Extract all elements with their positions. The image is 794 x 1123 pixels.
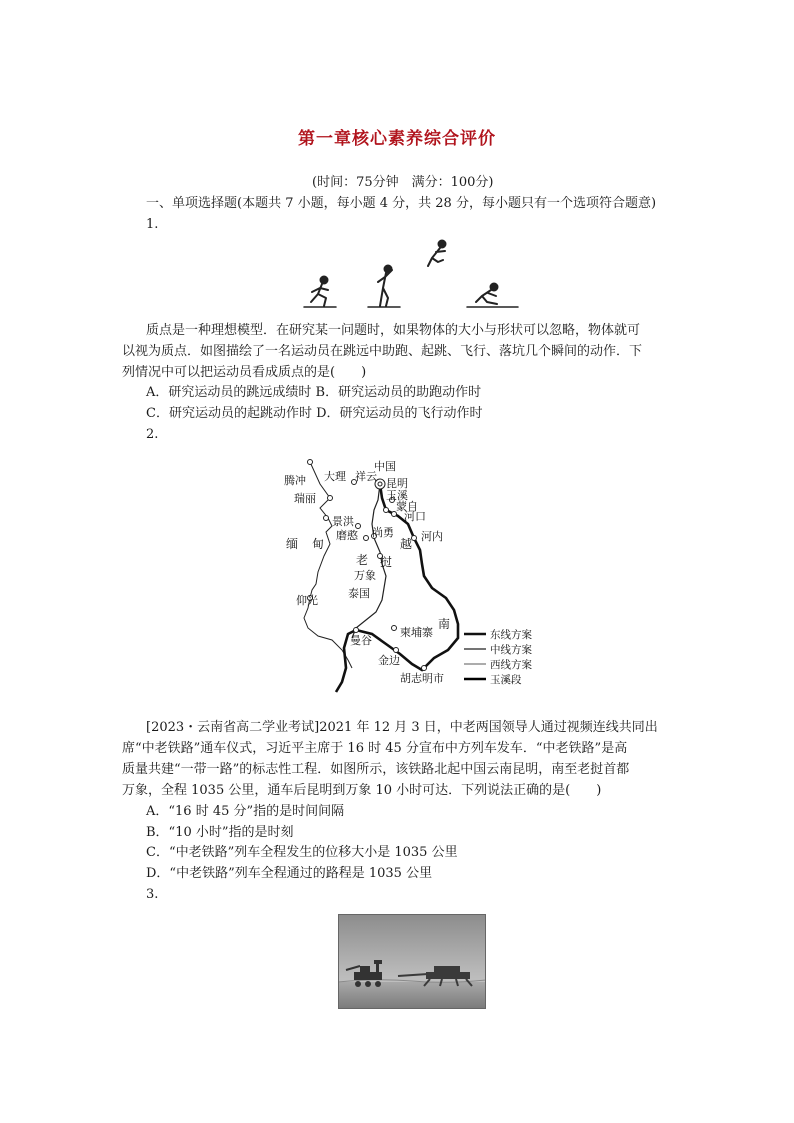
map-label-hekou: 河口	[404, 510, 426, 523]
map-label-laos-2: 挝	[380, 555, 393, 569]
map-label-bangkok: 曼谷	[350, 634, 372, 647]
long-jump-figure	[300, 236, 525, 312]
legend-west: 西线方案	[490, 659, 532, 671]
map-label-dali: 大理	[324, 470, 346, 483]
map-label-yangon: 仰光	[296, 594, 318, 607]
q1-option-ab: A．研究运动员的跳远成绩时 B．研究运动员的助跑动作时	[146, 385, 482, 400]
section-header: 一、单项选择题(本题共 7 小题，每小题 4 分，共 28 分，每小题只有一个选项符合题意)	[146, 196, 657, 211]
q2-stem-line-3: 质量共建“一带一路”的标志性工程．如图所示，该铁路北起中国云南昆明，南至老挝首都	[122, 762, 630, 777]
map-label-mohan: 磨憨	[336, 529, 358, 542]
map-label-cambodia: 柬埔寨	[400, 626, 433, 639]
q1-option-cd: C．研究运动员的起跳动作时 D．研究运动员的飞行动作时	[146, 406, 483, 421]
map-legend	[464, 628, 532, 686]
q2-stem-line-4: 万象，全程 1035 公里，通车后昆明到万象 10 小时可达．下列说法正确的是( )	[122, 783, 602, 798]
map-label-kunming: 昆明	[386, 477, 408, 490]
map-label-phnom-penh: 金边	[378, 654, 400, 667]
q2-option-d: D．“中老铁路”列车全程通过的路程是 1035 公里	[146, 866, 433, 881]
map-label-myanmar-1: 缅	[286, 537, 299, 551]
map-label-xiangyun: 祥云	[355, 470, 377, 483]
map-label-tengchong: 腾冲	[284, 474, 306, 487]
legend-east: 东线方案	[490, 629, 532, 641]
jumper-landing-icon	[467, 284, 518, 308]
legend-yuxi: 玉溪段	[490, 674, 522, 686]
map-label-china: 中国	[374, 460, 396, 473]
railway-map	[276, 452, 546, 697]
map-label-vietnam-south: 南	[438, 617, 451, 631]
q2-stem-line-2: 席“中老铁路”通车仪式，习近平主席于 16 时 45 分宣布中方列车发车．“中老铁路”是高	[122, 741, 628, 756]
q2-option-c: C．“中老铁路”列车全程发生的位移大小是 1035 公里	[146, 845, 458, 860]
q3-number: 3.	[146, 887, 159, 902]
time-info: (时间：75分钟 满分：100分)	[312, 175, 494, 190]
q1-stem-line-3: 列情况中可以把运动员看成质点的是( )	[122, 365, 367, 380]
map-label-shangyong: 尚勇	[372, 526, 394, 539]
jumper-flight-icon	[428, 241, 446, 267]
q2-stem-line-1: [2023・云南省高二学业考试]2021 年 12 月 3 日，中老两国领导人通过视频连线共同出	[146, 720, 658, 735]
q1-number: 1.	[146, 217, 159, 232]
map-label-vietnam: 越	[400, 537, 413, 551]
map-label-yuxi: 玉溪	[386, 489, 408, 502]
map-label-laos-1: 老	[356, 553, 369, 567]
map-label-ruili: 瑞丽	[294, 492, 316, 505]
map-label-hanoi: 河内	[421, 530, 443, 543]
q2-option-b: B．“10 小时”指的是时刻	[146, 825, 294, 840]
map-label-jinghong: 景洪	[332, 515, 354, 528]
page-title: 第一章核心素养综合评价	[298, 129, 496, 149]
map-label-mengzi: 蒙自	[396, 500, 418, 513]
q1-stem-line-1: 质点是一种理想模型．在研究某一问题时，如果物体的大小与形状可以忽略，物体就可	[146, 323, 641, 338]
map-label-vientiane: 万象	[354, 569, 376, 582]
map-label-thailand: 泰国	[348, 587, 370, 600]
legend-middle: 中线方案	[490, 644, 532, 656]
map-label-hochiminh: 胡志明市	[400, 672, 444, 685]
runner-takeoff-icon	[368, 266, 400, 308]
runner-sprint-icon	[304, 277, 336, 308]
map-label-myanmar-2: 甸	[312, 537, 325, 551]
mars-rover-photo	[338, 914, 486, 1009]
q1-stem-line-2: 以视为质点．如图描绘了一名运动员在跳远中助跑、起跳、飞行、落坑几个瞬间的动作．下	[122, 344, 643, 359]
q2-option-a: A．“16 时 45 分”指的是时间间隔	[146, 804, 345, 819]
q2-number: 2.	[146, 427, 159, 442]
